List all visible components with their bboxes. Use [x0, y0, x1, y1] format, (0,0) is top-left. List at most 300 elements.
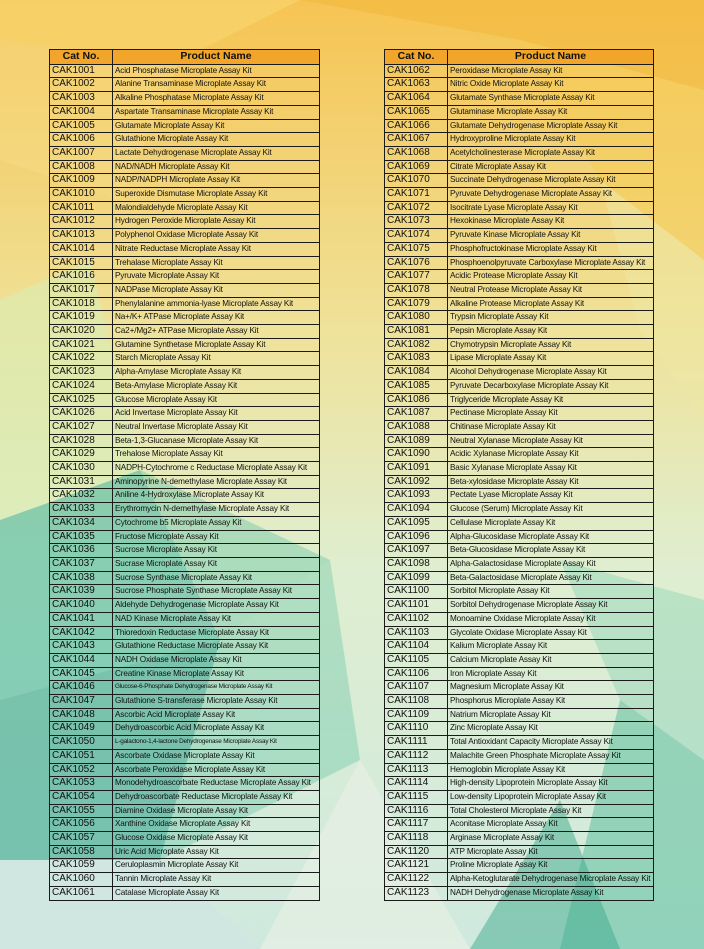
cat-no-cell: CAK1102 [385, 612, 448, 626]
product-name-cell: Pyruvate Dehydrogenase Microplate Assay Kit [448, 188, 654, 202]
product-name-cell: Glutamine Synthetase Microplate Assay Kit [113, 338, 320, 352]
table-row [385, 352, 654, 366]
product-name-cell: Sucrase Microplate Assay Kit [113, 558, 320, 572]
table-row [50, 407, 320, 421]
table-row [50, 92, 320, 106]
table-row [385, 804, 654, 818]
cat-no-cell: CAK1030 [50, 462, 113, 476]
product-name-cell: Total Cholesterol Microplate Assay Kit [448, 804, 654, 818]
table-row [50, 78, 320, 92]
product-name-cell: Magnesium Microplate Assay Kit [448, 681, 654, 695]
cat-no-cell: CAK1080 [385, 311, 448, 325]
product-name-cell: Beta-Amylase Microplate Assay Kit [113, 379, 320, 393]
cat-no-cell: CAK1013 [50, 229, 113, 243]
table-row [50, 790, 320, 804]
table-row [385, 434, 654, 448]
cat-no-cell: CAK1053 [50, 777, 113, 791]
product-name-cell: Phosphoenolpyruvate Carboxylase Microplate Assay Kit [448, 256, 654, 270]
product-name-cell: Phosphorus Microplate Assay Kit [448, 695, 654, 709]
table-row [50, 873, 320, 887]
cat-no-cell: CAK1081 [385, 325, 448, 339]
table-row [385, 503, 654, 517]
cat-no-cell: CAK1108 [385, 695, 448, 709]
product-name-cell: Isocitrate Lyase Microplate Assay Kit [448, 201, 654, 215]
cat-no-cell: CAK1047 [50, 695, 113, 709]
product-name-cell: Acidic Protease Microplate Assay Kit [448, 270, 654, 284]
cat-no-cell: CAK1007 [50, 146, 113, 160]
cat-no-cell: CAK1037 [50, 558, 113, 572]
table-row [50, 448, 320, 462]
table-row [50, 352, 320, 366]
cat-no-cell: CAK1019 [50, 311, 113, 325]
table-row [385, 722, 654, 736]
table-row [385, 612, 654, 626]
table-row [385, 749, 654, 763]
cat-no-cell: CAK1040 [50, 599, 113, 613]
product-name-cell: Beta-xylosidase Microplate Assay Kit [448, 475, 654, 489]
cat-no-cell: CAK1089 [385, 434, 448, 448]
cat-no-cell: CAK1026 [50, 407, 113, 421]
table-row [50, 667, 320, 681]
cat-no-cell: CAK1005 [50, 119, 113, 133]
table-row [50, 612, 320, 626]
cat-no-cell: CAK1023 [50, 366, 113, 380]
table-row [385, 407, 654, 421]
product-name-cell: NADH Oxidase Microplate Assay Kit [113, 653, 320, 667]
header-cat-no: Cat No. [385, 50, 448, 65]
table-body-right [385, 64, 654, 900]
table-row [50, 859, 320, 873]
cat-no-cell: CAK1083 [385, 352, 448, 366]
table-row [50, 886, 320, 900]
product-name-cell: Hemoglobin Microplate Assay Kit [448, 763, 654, 777]
cat-no-cell: CAK1094 [385, 503, 448, 517]
cat-no-cell: CAK1022 [50, 352, 113, 366]
cat-no-cell: CAK1091 [385, 462, 448, 476]
product-name-cell: Sucrose Phosphate Synthase Microplate Assay Kit [113, 585, 320, 599]
cat-no-cell: CAK1115 [385, 790, 448, 804]
cat-no-cell: CAK1067 [385, 133, 448, 147]
table-row [385, 530, 654, 544]
product-name-cell: Aconitase Microplate Assay Kit [448, 818, 654, 832]
table-row [385, 640, 654, 654]
cat-no-cell: CAK1117 [385, 818, 448, 832]
cat-no-cell: CAK1059 [50, 859, 113, 873]
product-name-cell: Total Antioxidant Capacity Microplate Assay Kit [448, 736, 654, 750]
product-name-cell: Succinate Dehydrogenase Microplate Assay Kit [448, 174, 654, 188]
product-name-cell: Lipase Microplate Assay Kit [448, 352, 654, 366]
product-name-cell: Trypsin Microplate Assay Kit [448, 311, 654, 325]
table-body-left [50, 64, 320, 900]
product-name-cell: Malachite Green Phosphate Microplate Assay Kit [448, 749, 654, 763]
cat-no-cell: CAK1025 [50, 393, 113, 407]
cat-no-cell: CAK1004 [50, 105, 113, 119]
cat-no-cell: CAK1010 [50, 188, 113, 202]
cat-no-cell: CAK1063 [385, 78, 448, 92]
table-row [385, 695, 654, 709]
cat-no-cell: CAK1031 [50, 475, 113, 489]
product-name-cell: Trehalose Microplate Assay Kit [113, 448, 320, 462]
cat-no-cell: CAK1016 [50, 270, 113, 284]
table-row [50, 736, 320, 750]
cat-no-cell: CAK1041 [50, 612, 113, 626]
table-row [50, 832, 320, 846]
table-row [50, 475, 320, 489]
table-row [385, 242, 654, 256]
product-name-cell: NAD/NADH Microplate Assay Kit [113, 160, 320, 174]
cat-no-cell: CAK1033 [50, 503, 113, 517]
table-row [385, 229, 654, 243]
product-name-cell: Cellulase Microplate Assay Kit [448, 516, 654, 530]
cat-no-cell: CAK1044 [50, 653, 113, 667]
product-name-cell: Phenylalanine ammonia-lyase Microplate Assay Kit [113, 297, 320, 311]
product-name-cell: Sorbitol Microplate Assay Kit [448, 585, 654, 599]
product-name-cell: Alpha-Amylase Microplate Assay Kit [113, 366, 320, 380]
product-name-cell: Cytochrome b5 Microplate Assay Kit [113, 516, 320, 530]
cat-no-cell: CAK1048 [50, 708, 113, 722]
product-name-cell: Citrate Microplate Assay Kit [448, 160, 654, 174]
cat-no-cell: CAK1039 [50, 585, 113, 599]
cat-no-cell: CAK1014 [50, 242, 113, 256]
table-row [50, 777, 320, 791]
product-name-cell: Calcium Microplate Assay Kit [448, 653, 654, 667]
cat-no-cell: CAK1061 [50, 886, 113, 900]
cat-no-cell: CAK1038 [50, 571, 113, 585]
table-row [385, 516, 654, 530]
cat-no-cell: CAK1079 [385, 297, 448, 311]
table-row [385, 571, 654, 585]
product-name-cell: Glutathione Microplate Assay Kit [113, 133, 320, 147]
table-row [385, 681, 654, 695]
cat-no-cell: CAK1105 [385, 653, 448, 667]
cat-no-cell: CAK1015 [50, 256, 113, 270]
cat-no-cell: CAK1068 [385, 146, 448, 160]
product-name-cell: Kalium Microplate Assay Kit [448, 640, 654, 654]
cat-no-cell: CAK1120 [385, 845, 448, 859]
cat-no-cell: CAK1066 [385, 119, 448, 133]
table-row [50, 174, 320, 188]
cat-no-cell: CAK1116 [385, 804, 448, 818]
table-row [50, 640, 320, 654]
table-row [385, 92, 654, 106]
table-row [50, 201, 320, 215]
table-row [50, 599, 320, 613]
cat-no-cell: CAK1095 [385, 516, 448, 530]
product-name-cell: Acetylcholinesterase Microplate Assay Kit [448, 146, 654, 160]
cat-no-cell: CAK1101 [385, 599, 448, 613]
product-name-cell: Triglyceride Microplate Assay Kit [448, 393, 654, 407]
table-row [50, 270, 320, 284]
cat-no-cell: CAK1103 [385, 626, 448, 640]
cat-no-cell: CAK1106 [385, 667, 448, 681]
product-name-cell: Aldehyde Dehydrogenase Microplate Assay Kit [113, 599, 320, 613]
cat-no-cell: CAK1058 [50, 845, 113, 859]
product-name-cell: Sucrose Microplate Assay Kit [113, 544, 320, 558]
cat-no-cell: CAK1056 [50, 818, 113, 832]
product-name-cell: Uric Acid Microplate Assay Kit [113, 845, 320, 859]
cat-no-cell: CAK1046 [50, 681, 113, 695]
cat-no-cell: CAK1099 [385, 571, 448, 585]
header-cat-no: Cat No. [50, 50, 113, 65]
product-name-cell: Low-density Lipoprotein Microplate Assay Kit [448, 790, 654, 804]
cat-no-cell: CAK1036 [50, 544, 113, 558]
table-row [385, 653, 654, 667]
product-name-cell: NADP/NADPH Microplate Assay Kit [113, 174, 320, 188]
table-row [385, 146, 654, 160]
cat-no-cell: CAK1012 [50, 215, 113, 229]
table-row [50, 311, 320, 325]
table-row [50, 503, 320, 517]
cat-no-cell: CAK1088 [385, 420, 448, 434]
cat-no-cell: CAK1032 [50, 489, 113, 503]
table-row [50, 558, 320, 572]
cat-no-cell: CAK1054 [50, 790, 113, 804]
cat-no-cell: CAK1073 [385, 215, 448, 229]
product-name-cell: Ascorbate Peroxidase Microplate Assay Kit [113, 763, 320, 777]
table-row [385, 105, 654, 119]
cat-no-cell: CAK1107 [385, 681, 448, 695]
product-name-cell: Arginase Microplate Assay Kit [448, 832, 654, 846]
table-row [50, 434, 320, 448]
cat-no-cell: CAK1110 [385, 722, 448, 736]
table-row [385, 832, 654, 846]
table-row [50, 462, 320, 476]
product-name-cell: Alkaline Protease Microplate Assay Kit [448, 297, 654, 311]
product-name-cell: Basic Xylanase Microplate Assay Kit [448, 462, 654, 476]
product-name-cell: Sorbitol Dehydrogenase Microplate Assay Kit [448, 599, 654, 613]
product-name-cell: Glucose (Serum) Microplate Assay Kit [448, 503, 654, 517]
table-row [385, 558, 654, 572]
table-row [50, 489, 320, 503]
cat-no-cell: CAK1098 [385, 558, 448, 572]
table-row [50, 845, 320, 859]
cat-no-cell: CAK1104 [385, 640, 448, 654]
product-name-cell: Catalase Microplate Assay Kit [113, 886, 320, 900]
product-name-cell: Beta-1,3-Glucanase Microplate Assay Kit [113, 434, 320, 448]
table-row [50, 420, 320, 434]
table-row [385, 777, 654, 791]
table-row [50, 64, 320, 78]
product-name-cell: Pyruvate Decarboxylase Microplate Assay Kit [448, 379, 654, 393]
product-name-cell: Aniline 4-Hydroxylase Microplate Assay Kit [113, 489, 320, 503]
product-name-cell: Dehydroascorbic Acid Microplate Assay Kit [113, 722, 320, 736]
product-name-cell: Monodehydroascorbate Reductase Microplate Assay Kit [113, 777, 320, 791]
table-row [385, 283, 654, 297]
product-name-cell: Ceruloplasmin Microplate Assay Kit [113, 859, 320, 873]
cat-no-cell: CAK1090 [385, 448, 448, 462]
cat-no-cell: CAK1034 [50, 516, 113, 530]
product-name-cell: Acidic Xylanase Microplate Assay Kit [448, 448, 654, 462]
cat-no-cell: CAK1084 [385, 366, 448, 380]
product-name-cell: Glutathione Reductase Microplate Assay Kit [113, 640, 320, 654]
product-name-cell: Zinc Microplate Assay Kit [448, 722, 654, 736]
product-name-cell: Pectinase Microplate Assay Kit [448, 407, 654, 421]
cat-no-cell: CAK1082 [385, 338, 448, 352]
product-name-cell: Fructose Microplate Assay Kit [113, 530, 320, 544]
product-name-cell: Aminopyrine N-demethylase Microplate Assay Kit [113, 475, 320, 489]
table-row [50, 571, 320, 585]
table-row [50, 708, 320, 722]
table-row [50, 695, 320, 709]
product-name-cell: NADH Dehydrogenase Microplate Assay Kit [448, 886, 654, 900]
product-name-cell: Trehalase Microplate Assay Kit [113, 256, 320, 270]
table-row [385, 599, 654, 613]
cat-no-cell: CAK1002 [50, 78, 113, 92]
product-name-cell: Starch Microplate Assay Kit [113, 352, 320, 366]
product-name-cell: Peroxidase Microplate Assay Kit [448, 64, 654, 78]
table-row [385, 845, 654, 859]
product-name-cell: Ascorbate Oxidase Microplate Assay Kit [113, 749, 320, 763]
table-header-row [385, 50, 654, 65]
cat-no-cell: CAK1078 [385, 283, 448, 297]
product-name-cell: Na+/K+ ATPase Microplate Assay Kit [113, 311, 320, 325]
cat-no-cell: CAK1006 [50, 133, 113, 147]
table-row [50, 681, 320, 695]
product-name-cell: Alpha-Ketoglutarate Dehydrogenase Microplate Assay Kit [448, 873, 654, 887]
product-name-cell: Polyphenol Oxidase Microplate Assay Kit [113, 229, 320, 243]
product-name-cell: Alcohol Dehydrogenase Microplate Assay Kit [448, 366, 654, 380]
cat-no-cell: CAK1052 [50, 763, 113, 777]
table-row [50, 530, 320, 544]
cat-no-cell: CAK1096 [385, 530, 448, 544]
table-header-row [50, 50, 320, 65]
cat-no-cell: CAK1093 [385, 489, 448, 503]
cat-no-cell: CAK1113 [385, 763, 448, 777]
table-row [385, 544, 654, 558]
table-row [50, 256, 320, 270]
table-row [50, 146, 320, 160]
cat-no-cell: CAK1071 [385, 188, 448, 202]
product-name-cell: Xanthine Oxidase Microplate Assay Kit [113, 818, 320, 832]
cat-no-cell: CAK1100 [385, 585, 448, 599]
table-row [385, 366, 654, 380]
table-row [385, 325, 654, 339]
table-row [50, 338, 320, 352]
product-name-cell: Creatine Kinase Microplate Assay Kit [113, 667, 320, 681]
cat-no-cell: CAK1077 [385, 270, 448, 284]
cat-no-cell: CAK1097 [385, 544, 448, 558]
cat-no-cell: CAK1021 [50, 338, 113, 352]
product-name-cell: Nitrate Reductase Microplate Assay Kit [113, 242, 320, 256]
table-row [385, 462, 654, 476]
table-row [385, 311, 654, 325]
product-name-cell: High-density Lipoprotein Microplate Assay Kit [448, 777, 654, 791]
table-row [385, 859, 654, 873]
product-name-cell: Monoamine Oxidase Microplate Assay Kit [448, 612, 654, 626]
product-name-cell: Glucose-6-Phosphate Dehydrogenase Microplate Assay Kit [113, 681, 320, 695]
table-row [50, 544, 320, 558]
table-row [50, 105, 320, 119]
header-product-name: Product Name [448, 50, 654, 65]
cat-no-cell: CAK1035 [50, 530, 113, 544]
cat-no-cell: CAK1074 [385, 229, 448, 243]
product-name-cell: Beta-Galactosidase Microplate Assay Kit [448, 571, 654, 585]
cat-no-cell: CAK1064 [385, 92, 448, 106]
cat-no-cell: CAK1069 [385, 160, 448, 174]
cat-no-cell: CAK1118 [385, 832, 448, 846]
product-name-cell: Beta-Glucosidase Microplate Assay Kit [448, 544, 654, 558]
table-row [385, 475, 654, 489]
product-name-cell: Glucose Microplate Assay Kit [113, 393, 320, 407]
cat-no-cell: CAK1072 [385, 201, 448, 215]
product-name-cell: Hexokinase Microplate Assay Kit [448, 215, 654, 229]
cat-no-cell: CAK1087 [385, 407, 448, 421]
cat-no-cell: CAK1112 [385, 749, 448, 763]
cat-no-cell: CAK1111 [385, 736, 448, 750]
product-name-cell: Thioredoxin Reductase Microplate Assay Kit [113, 626, 320, 640]
cat-no-cell: CAK1008 [50, 160, 113, 174]
product-name-cell: Neutral Xylanase Microplate Assay Kit [448, 434, 654, 448]
product-name-cell: Ca2+/Mg2+ ATPase Microplate Assay Kit [113, 325, 320, 339]
cat-no-cell: CAK1092 [385, 475, 448, 489]
table-row [50, 722, 320, 736]
cat-no-cell: CAK1009 [50, 174, 113, 188]
cat-no-cell: CAK1049 [50, 722, 113, 736]
header-product-name: Product Name [113, 50, 320, 65]
product-name-cell: Erythromycin N-demethylase Microplate Assay Kit [113, 503, 320, 517]
product-name-cell: Natrium Microplate Assay Kit [448, 708, 654, 722]
table-row [50, 133, 320, 147]
product-name-cell: Glutaminase Microplate Assay Kit [448, 105, 654, 119]
table-row [385, 873, 654, 887]
cat-no-cell: CAK1121 [385, 859, 448, 873]
product-name-cell: Ascorbic Acid Microplate Assay Kit [113, 708, 320, 722]
product-name-cell: Chymotrypsin Microplate Assay Kit [448, 338, 654, 352]
table-row [385, 585, 654, 599]
cat-no-cell: CAK1020 [50, 325, 113, 339]
cat-no-cell: CAK1076 [385, 256, 448, 270]
table-row [50, 325, 320, 339]
table-row [50, 215, 320, 229]
cat-no-cell: CAK1029 [50, 448, 113, 462]
table-row [385, 174, 654, 188]
product-name-cell: Diamine Oxidase Microplate Assay Kit [113, 804, 320, 818]
product-name-cell: NADPase Microplate Assay Kit [113, 283, 320, 297]
table-row [50, 818, 320, 832]
product-name-cell: Iron Microplate Assay Kit [448, 667, 654, 681]
table-row [385, 119, 654, 133]
cat-no-cell: CAK1003 [50, 92, 113, 106]
table-row [50, 749, 320, 763]
table-row [50, 379, 320, 393]
cat-no-cell: CAK1109 [385, 708, 448, 722]
table-row [385, 160, 654, 174]
table-row [50, 585, 320, 599]
table-row [50, 763, 320, 777]
table-row [50, 626, 320, 640]
table-row [50, 283, 320, 297]
cat-no-cell: CAK1045 [50, 667, 113, 681]
table-row [50, 653, 320, 667]
table-row [385, 626, 654, 640]
product-name-cell: Acid Phosphatase Microplate Assay Kit [113, 64, 320, 78]
table-row [385, 338, 654, 352]
product-name-cell: Chitinase Microplate Assay Kit [448, 420, 654, 434]
cat-no-cell: CAK1018 [50, 297, 113, 311]
cat-no-cell: CAK1062 [385, 64, 448, 78]
table-row [50, 119, 320, 133]
cat-no-cell: CAK1011 [50, 201, 113, 215]
table-row [50, 188, 320, 202]
table-row [385, 297, 654, 311]
cat-no-cell: CAK1028 [50, 434, 113, 448]
product-name-cell: Glycolate Oxidase Microplate Assay Kit [448, 626, 654, 640]
cat-no-cell: CAK1060 [50, 873, 113, 887]
cat-no-cell: CAK1122 [385, 873, 448, 887]
product-table-left [49, 49, 320, 901]
product-name-cell: Neutral Protease Microplate Assay Kit [448, 283, 654, 297]
product-name-cell: Pepsin Microplate Assay Kit [448, 325, 654, 339]
